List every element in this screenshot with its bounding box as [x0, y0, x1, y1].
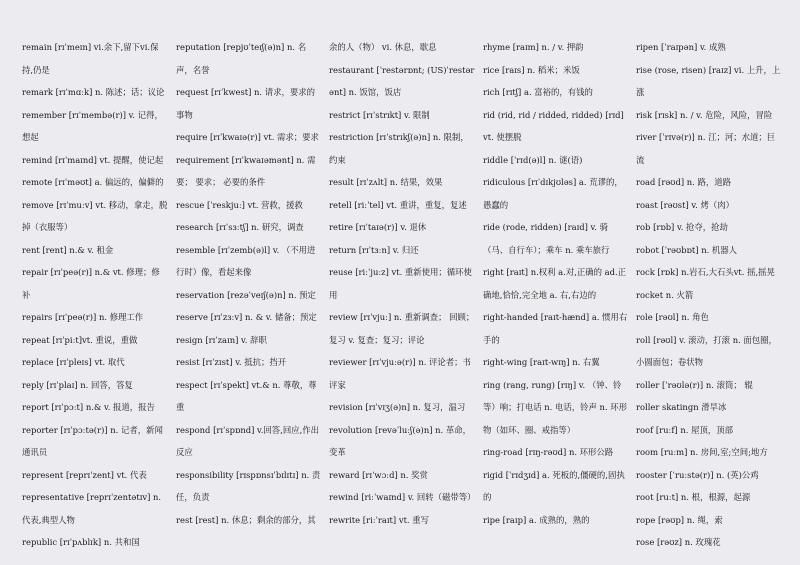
vocab-entry: respond [rɪˈspɒnd] v.回答,回应,作出反应: [176, 424, 320, 457]
vocab-entry: remain [rɪˈmeɪn] vi.余下,留下vi.保持,仍是: [22, 42, 159, 75]
vocab-entry: ring-road [rɪŋ-rəʊd] n. 环形公路: [483, 447, 614, 457]
vocab-entry: remark [rɪˈmɑːk] n. 陈述；话；议论: [22, 87, 165, 97]
vocab-entry: result [rɪˈzʌlt] n. 结果，效果: [329, 177, 443, 187]
vocab-entry: rescue [ˈreskjuː] vt. 营救，援救: [176, 199, 303, 210]
vocab-entry: right [raɪt] n.权利 a.对,正确的 ad.正确地,恰恰,完全地 a. 右,右边的: [483, 267, 627, 300]
vocab-entry: roof [ruːf] n. 屋顶，顶部: [636, 424, 733, 435]
vocab-entry: road [rəʊd] n. 路，道路: [636, 177, 731, 187]
vocab-entry: resign [rɪˈzaɪn] v. 辞职: [176, 334, 267, 345]
vocab-entry: ring (rang, rung) [rɪŋ] v. （钟、铃等）响；打电话 n. 电话，铃声 n. 环形物（如环、圈、戒指等）: [483, 379, 628, 435]
vocab-entry: 余的人（物） vi. 休息，歇息: [329, 42, 437, 52]
vocab-entry: return [rɪˈtɜːn] v. 归还: [329, 244, 419, 255]
vocab-entry: robot [ˈrəʊbɒt] n. 机器人: [636, 244, 738, 255]
vocab-column-1: [22, 36, 168, 554]
vocab-entry: retire [rɪˈtaɪə(r)] v. 退休: [329, 222, 427, 232]
vocab-entry: reuse [riːˈjuːz] vt. 重新使用；循环使用: [329, 267, 472, 300]
vocab-entry: resist [rɪˈzɪst] v. 抵抗；挡开: [176, 357, 287, 367]
vocab-entry: reward [rɪˈwɔːd] n. 奖赏: [329, 469, 428, 480]
vocab-entry: rob [rɒb] v. 抢夺，抢劫: [636, 222, 728, 232]
vocab-entry: reserve [rɪˈzɜːv] n. & v. 储备；预定: [176, 312, 317, 322]
vocab-entry: ripen [ˈraɪpən] v. 成熟: [636, 42, 726, 52]
vocab-entry: root [ruːt] n. 根，根源，起源: [636, 492, 751, 502]
vocab-entry: risk [rɪsk] n. / v. 危险，风险，冒险: [636, 109, 773, 120]
vocab-entry: restriction [rɪˈstrɪkʃ(ə)n] n. 限制，约束: [329, 132, 469, 165]
vocab-entry: right-handed [raɪt-hænd] a. 惯用右手的: [483, 312, 628, 345]
vocab-entry: rigid [ˈrɪdʒɪd] a. 死板的,僵硬的,固执的: [483, 469, 625, 502]
vocab-entry: representative [reprɪˈzentətɪv] n. 代表,典型人物: [22, 492, 162, 525]
vocab-entry: research [rɪˈsɜːtʃ] n. 研究，调查: [176, 222, 304, 232]
vocab-entry: require [rɪˈkwaɪə(r)] vt. 需求；要求: [176, 132, 319, 142]
vocab-entry: restaurant [ˈrestərɒnt; (US)ˈrestərənt] n. 饭馆，饭店: [329, 64, 475, 97]
vocab-entry: reservation [rezəˈveɪʃ(ə)n] n. 预定: [176, 289, 316, 300]
vocab-entry: role [rəʊl] n. 角色: [636, 312, 709, 322]
vocab-entry: rice [raɪs] n. 稻米；米饭: [483, 64, 580, 75]
vocab-entry: ride (rode, ridden) [raɪd] v. 骑（马、自行车）；乘车 n. 乘车旅行: [483, 222, 610, 255]
vocab-column-4: [483, 36, 629, 531]
vocab-entry: replace [rɪˈpleɪs] vt. 取代: [22, 357, 125, 367]
vocab-entry: rewind [riːˈwaɪnd] v. 回转（磁带等）: [329, 492, 476, 502]
vocab-entry: revision [rɪˈvɪʒ(ə)n] n. 复习，温习: [329, 402, 466, 412]
vocab-entry: roller [ˈrəʊlə(r)] n. 滚筒； 辊: [636, 379, 753, 390]
vocab-entry: repeat [rɪˈpiːt]vt. 重说，重做: [22, 334, 138, 345]
vocab-entry: responsibility [rɪspɒnsɪˈbɪlɪtɪ] n. 责任，负责: [176, 469, 321, 502]
vocab-entry: remote [rɪˈməʊt] a. 偏远的，偏僻的: [22, 177, 164, 187]
vocab-entry: retell [riːˈtel] vt. 重讲，重复，复述: [329, 199, 467, 210]
vocab-entry: roller skatingn 滑旱冰: [636, 402, 727, 412]
vocab-entry: roast [rəʊst] v. 烤（肉）: [636, 199, 734, 210]
vocab-entry: roll [rəʊl] v. 滚动，打滚 n. 面包圈，小圆面包；卷状物: [636, 334, 777, 367]
vocab-entry: rope [rəʊp] n. 绳，索: [636, 514, 723, 525]
vocab-entry: rest [rest] n. 休息；剩余的部分，其: [176, 514, 316, 525]
vocab-entry: rose [rəʊz] n. 玫瑰花: [636, 537, 721, 547]
vocab-column-3: [329, 36, 475, 531]
vocab-entry: river [ˈrɪvə(r)] n. 江；河；水道；巨流: [636, 132, 776, 165]
vocab-entry: right-wing [raɪt-wɪŋ] n. 右翼: [483, 357, 600, 367]
vocab-entry: restrict [rɪˈstrɪkt] v. 限制: [329, 109, 430, 120]
vocab-entry: riddle [ˈrɪd(ə)l] n. 谜(语): [483, 154, 583, 165]
vocab-entry: remind [rɪˈmaɪnd] vt. 提醒，使记起: [22, 154, 164, 165]
vocab-entry: request [rɪˈkwest] n. 请求，要求的事物: [176, 87, 316, 120]
vocab-entry: rocket n. 火箭: [636, 289, 694, 300]
vocab-entry: repairs [rɪˈpeə(r)] n. 修理工作: [22, 312, 144, 322]
vocab-entry: report [rɪˈpɔːt] n.& v. 报道，报告: [22, 402, 155, 412]
vocab-entry: rent [rent] n.& v. 租金: [22, 244, 114, 255]
vocab-entry: republic [rɪˈpʌblɪk] n. 共和国: [22, 537, 140, 547]
vocab-entry: rooster [ˈruːstə(r)] n. (英)公鸡: [636, 469, 759, 480]
vocab-entry: represent [reprɪˈzent] vt. 代表: [22, 469, 147, 480]
vocab-entry: reporter [rɪˈpɔːtə(r)] n. 记者，新闻通讯员: [22, 424, 163, 457]
vocab-entry: rewrite [riːˈraɪt] vt. 重写: [329, 514, 430, 525]
vocab-entry: remember [rɪˈmembə(r)] v. 记得，想起: [22, 109, 163, 142]
vocab-column-5: [636, 36, 782, 554]
vocab-entry: reputation [repjʊˈteɪʃ(ə)n] n. 名声，名誉: [176, 42, 307, 75]
vocab-entry: rise (rose, risen) [raɪz] vi. 上升，上涨: [636, 64, 781, 97]
vocab-entry: reply [rɪˈplaɪ] n. 回答，答复: [22, 379, 133, 390]
vocab-entry: reviewer [rɪˈvjuːə(r)] n. 评论者；书评家: [329, 357, 471, 390]
vocab-entry: room [ruːm] n. 房间,室;空间;地方: [636, 447, 768, 457]
vocab-entry: requirement [rɪˈkwaɪəmənt] n. 需要； 要求； 必要的条件: [176, 154, 316, 187]
vocab-entry: rhyme [raɪm] n. / v. 押韵: [483, 42, 584, 52]
vocab-entry: review [rɪˈvjuː] n. 重新调查； 回顾；复习 v. 复查；复习；评论: [329, 312, 475, 345]
vocab-entry: remove [rɪˈmuːv] vt. 移动，拿走，脱掉（衣服等）: [22, 199, 168, 232]
vocab-entry: resemble [rɪˈzemb(ə)l] v. （不用进行时）像，看起来像: [176, 244, 316, 277]
vocab-entry: rid (rid, rid / ridded, ridded) [rɪd] vt. 使摆脱: [483, 109, 624, 142]
vocab-column-2: [176, 36, 322, 531]
vocab-entry: respect [rɪˈspekt] vt.& n. 尊敬，尊重: [176, 379, 317, 412]
vocab-entry: ridiculous [rɪˈdɪkjʊləs] a. 荒谬的，愚蠢的: [483, 177, 623, 210]
vocab-entry: repair [rɪˈpeə(r)] n.& vt. 修理；修补: [22, 267, 160, 300]
vocab-entry: rock [rɒk] n.岩石,大石头vt. 摇,摇晃: [636, 267, 775, 277]
vocab-entry: ripe [raɪp] a. 成熟的，熟的: [483, 514, 590, 525]
vocab-entry: revolution [revəˈluːʃ(ə)n] n. 革命，变革: [329, 424, 471, 457]
vocab-entry: rich [rɪtʃ] a. 富裕的，有钱的: [483, 87, 593, 97]
